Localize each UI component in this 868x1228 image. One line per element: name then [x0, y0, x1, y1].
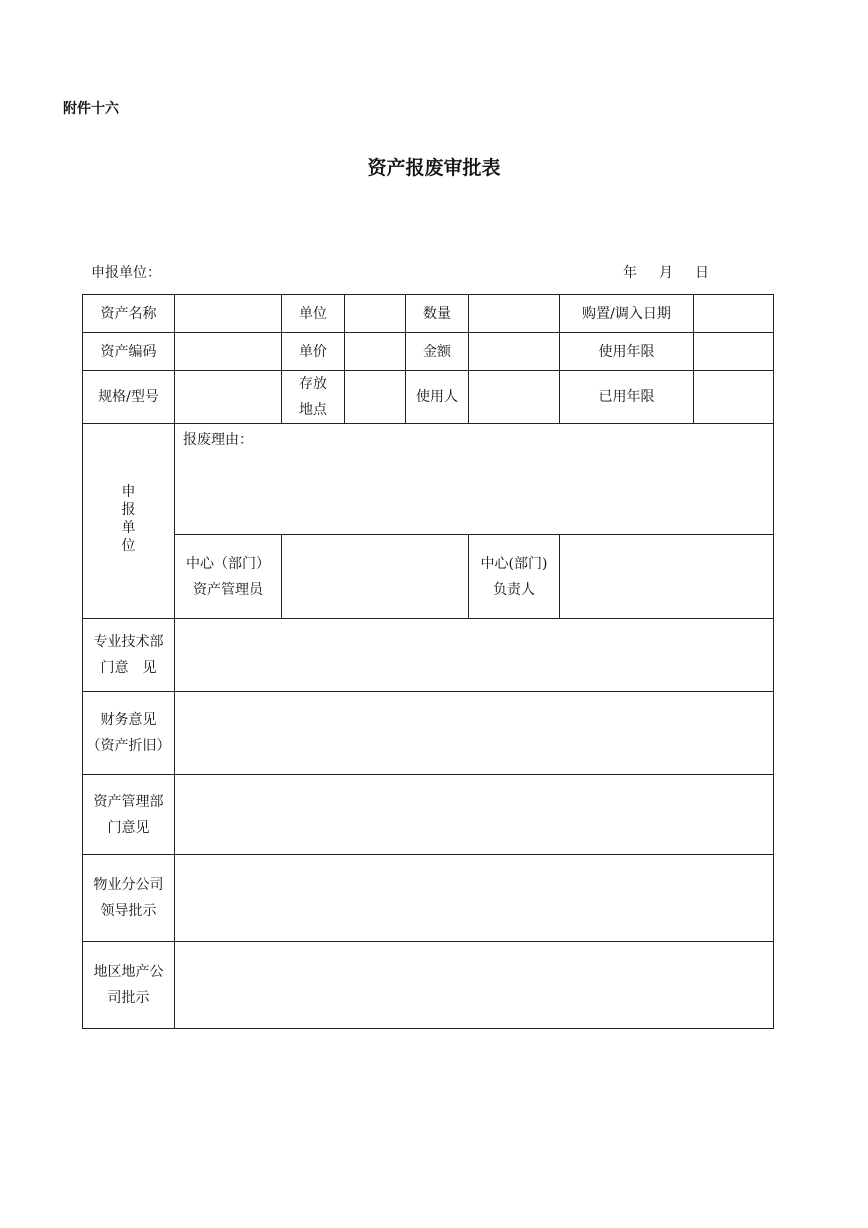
location-label-line2: 地点 — [299, 402, 327, 418]
purchase-date-value[interactable] — [694, 295, 774, 333]
center-asset-admin-line2: 资产管理员 — [193, 581, 263, 598]
asset-code-label: 资产编码 — [83, 333, 175, 371]
service-life-value[interactable] — [694, 333, 774, 371]
regional-company-label — [83, 942, 175, 1029]
attachment-label: 附件十六 — [63, 101, 119, 117]
asset-scrap-approval-table — [82, 294, 774, 1029]
used-years-label: 已用年限 — [560, 371, 694, 424]
unit-label: 单位 — [282, 295, 345, 333]
asset-mgmt-line1: 资产管理部 — [93, 793, 164, 810]
finance-label — [83, 692, 175, 775]
center-head-label — [469, 535, 560, 619]
table-row — [83, 424, 774, 535]
service-life-label: 使用年限 — [560, 333, 694, 371]
asset-mgmt-label — [83, 775, 175, 855]
quantity-label: 数量 — [406, 295, 469, 333]
center-asset-admin-value[interactable] — [282, 535, 469, 619]
spec-model-value[interactable] — [175, 371, 282, 424]
asset-name-value[interactable] — [175, 295, 282, 333]
branch-leader-instruction-field[interactable] — [175, 855, 774, 942]
location-label-line1: 存放 — [299, 376, 327, 392]
used-years-value[interactable] — [694, 371, 774, 424]
applicant-unit-label: 申报单位： — [91, 265, 161, 281]
form-title: 资产报废审批表 — [367, 157, 501, 179]
table-row — [83, 942, 774, 1029]
user-value[interactable] — [469, 371, 560, 424]
quantity-value[interactable] — [469, 295, 560, 333]
table-row — [83, 535, 774, 619]
table-row — [83, 371, 774, 424]
regional-company-line1: 地区地产公 — [93, 964, 164, 980]
amount-value[interactable] — [469, 333, 560, 371]
regional-company-line2: 司批示 — [107, 990, 150, 1006]
table-row — [83, 295, 774, 333]
table-row — [83, 855, 774, 942]
regional-company-instruction-field[interactable] — [175, 942, 774, 1029]
tech-dept-opinion-field[interactable] — [175, 619, 774, 692]
scrap-reason-label: 报废理由： — [183, 432, 253, 448]
center-asset-admin-line1: 中心（部门） — [186, 555, 270, 572]
location-label — [282, 371, 345, 424]
date-line — [623, 262, 709, 282]
finance-opinion-field[interactable] — [175, 692, 774, 775]
asset-mgmt-opinion-field[interactable] — [175, 775, 774, 855]
amount-label: 金额 — [406, 333, 469, 371]
month-label: 月 — [659, 265, 673, 281]
center-asset-admin-label — [175, 535, 282, 619]
unit-price-label: 单价 — [282, 333, 345, 371]
scrap-reason-field[interactable] — [175, 424, 774, 535]
asset-name-label: 资产名称 — [83, 295, 175, 333]
apply-unit-label — [83, 424, 175, 619]
center-head-line2: 负责人 — [493, 581, 535, 598]
unit-value[interactable] — [345, 295, 406, 333]
unit-price-value[interactable] — [345, 333, 406, 371]
tech-dept-line1: 专业技术部 — [93, 634, 164, 650]
table-row — [83, 692, 774, 775]
tech-dept-line2: 门意 见 — [100, 660, 157, 676]
tech-dept-label — [83, 619, 175, 692]
table-row — [83, 333, 774, 371]
table-row — [83, 775, 774, 855]
branch-leader-label — [83, 855, 175, 942]
branch-leader-line2: 领导批示 — [100, 903, 157, 919]
table-row — [83, 619, 774, 692]
finance-line2: （资产折旧） — [86, 738, 171, 754]
location-value[interactable] — [345, 371, 406, 424]
finance-line1: 财务意见 — [100, 712, 157, 728]
user-label: 使用人 — [406, 371, 469, 424]
apply-unit-label-text: 申报单位 — [121, 484, 136, 554]
center-head-line1: 中心(部门) — [480, 555, 548, 572]
center-head-value[interactable] — [560, 535, 774, 619]
year-label: 年 — [623, 265, 637, 281]
asset-mgmt-line2: 门意见 — [107, 819, 150, 836]
spec-model-label: 规格/型号 — [83, 371, 175, 424]
day-label: 日 — [695, 265, 709, 281]
asset-code-value[interactable] — [175, 333, 282, 371]
branch-leader-line1: 物业分公司 — [93, 877, 164, 893]
purchase-date-label: 购置/调入日期 — [560, 295, 694, 333]
